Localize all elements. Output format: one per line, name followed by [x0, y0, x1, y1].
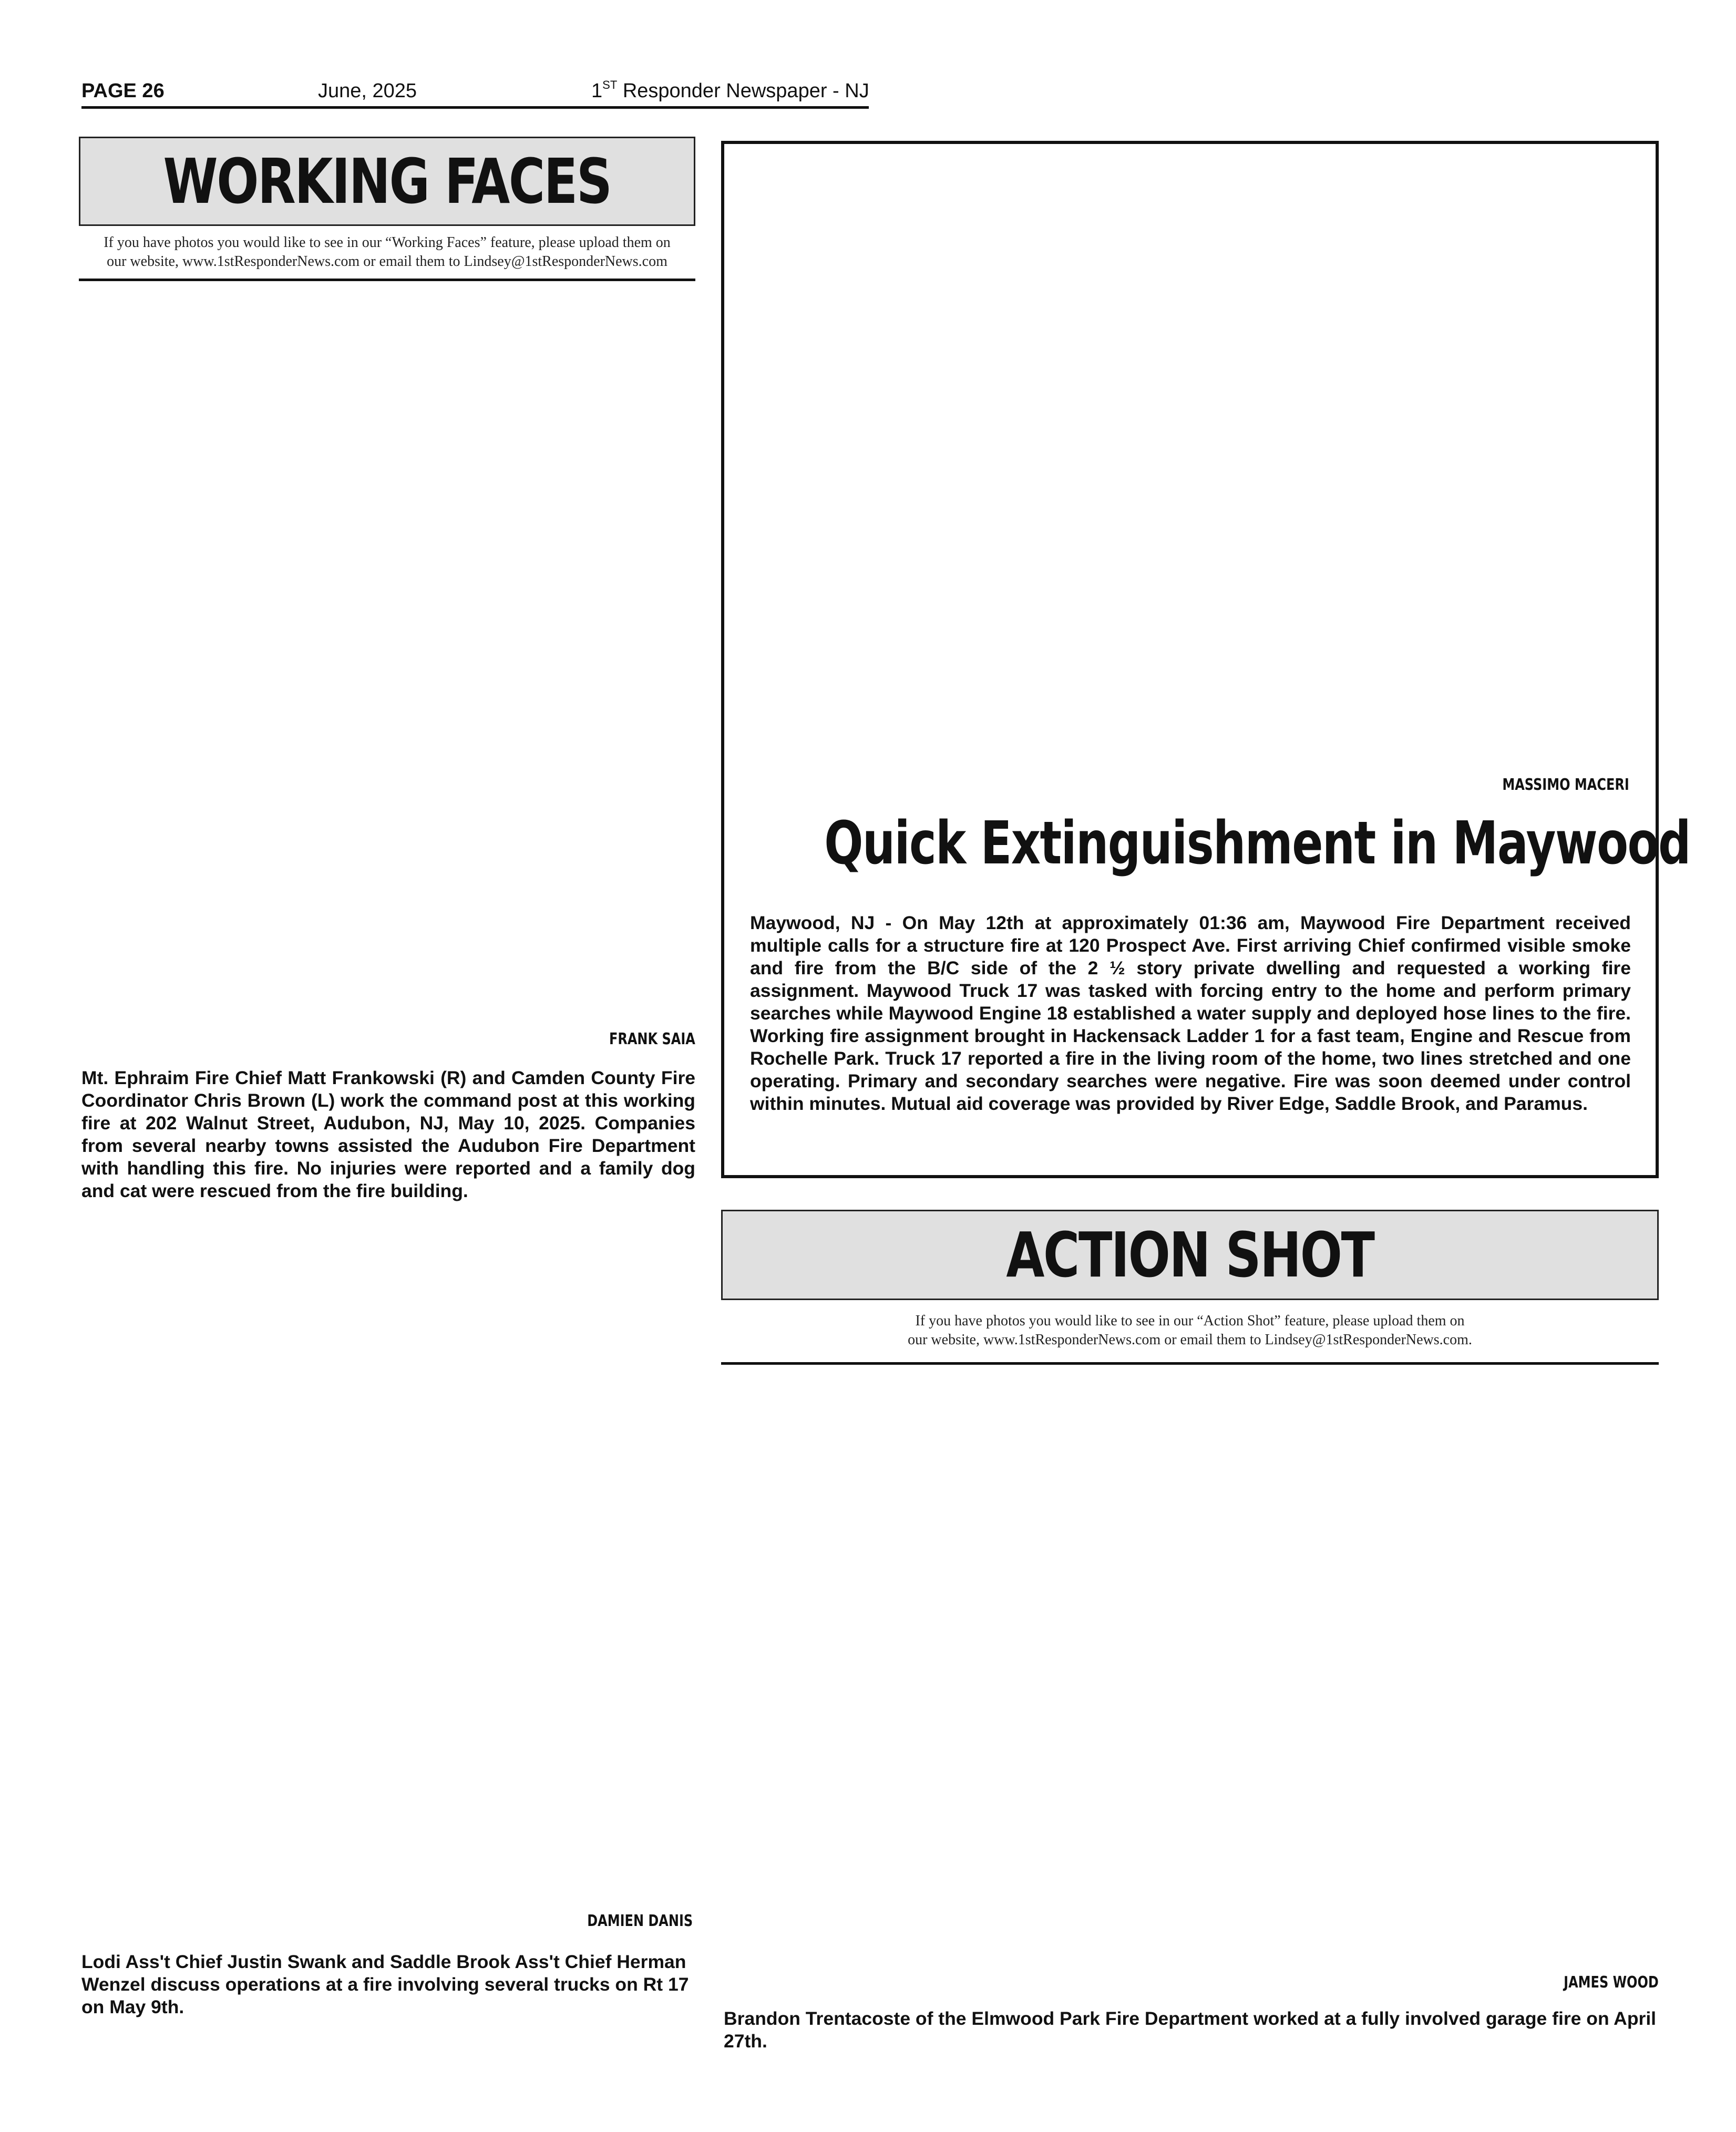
photo-credit-james-wood: JAMES WOOD [1564, 1973, 1659, 1992]
action-shot-photo [721, 1377, 1659, 1971]
story-photo [745, 165, 1690, 911]
issue-date: June, 2025 [318, 80, 417, 102]
newspaper-name [591, 79, 869, 103]
newspaper-name-superscript: ST [602, 78, 618, 91]
action-shot-notice [721, 1312, 1659, 1350]
working-faces-title-box [79, 137, 695, 226]
page-number: PAGE 26 [81, 80, 165, 102]
photo-credit-frank-saia: FRANK SAIA [609, 1030, 695, 1048]
action-shot-title: ACTION SHOT [1006, 1219, 1374, 1291]
photo-credit-massimo-maceri: MASSIMO MACERI [1502, 776, 1629, 794]
header-rule [81, 106, 869, 109]
working-faces-title: WORKING FACES [163, 145, 611, 218]
story-headline: Quick Extinguishment in Maywood [824, 809, 1690, 878]
working-faces-notice-line1: If you have photos you would like to see in our “Working Faces” feature, please upload them on [104, 234, 671, 251]
working-faces-photo-1 [79, 294, 695, 1019]
working-faces-notice [79, 233, 695, 271]
action-shot-caption: Brandon Trentacoste of the Elmwood Park Fire Department worked at a fully involved garage fire on April 27th. [724, 2008, 1657, 2052]
working-faces-notice-line2: our website, www.1stResponderNews.com or email them to Lindsey@1stResponderNews.com [107, 253, 667, 270]
action-shot-notice-line2: our website, www.1stResponderNews.com or email them to Lindsey@1stResponderNews.com. [908, 1332, 1472, 1348]
working-faces-rule [79, 279, 695, 281]
photo-credit-damien-danis: DAMIEN DANIS [587, 1912, 693, 1930]
action-shot-title-box [721, 1210, 1659, 1300]
story-body: Maywood, NJ - On May 12th at approximately 01:36 am, Maywood Fire Department received multiple calls for a structure fire at 120 Prospect Ave. First arriving Chief confirmed visible smoke and fire from the B/C side of the 2 ½ story private dwelling and requested a working fire assignment. Maywood Truck 17 was tasked with forcing entry to the home and perform primary searches while Maywood Engine 18 established a water supply and deployed hose lines to the fire. Working fire assignment brought in Hackensack Ladder 1 for a fast team, Engine and Rescue from Rochelle Park. Truck 17 reported a fire in the living room of the home, two lines stretched and one operating. Primary and secondary searches were negative. Fire was soon deemed under control within minutes. Mutual aid coverage was provided by River Edge, Saddle Brook, and Paramus. [750, 912, 1631, 1114]
newspaper-name-rest: Responder Newspaper - NJ [617, 80, 869, 102]
working-faces-caption-2: Lodi Ass't Chief Justin Swank and Saddle Brook Ass't Chief Herman Wenzel discuss operations at a fire involving several trucks on Rt 17 on May 9th. [81, 1951, 689, 2017]
action-shot-notice-line1: If you have photos you would like to see in our “Action Shot” feature, please upload them on [915, 1313, 1465, 1329]
newspaper-name-prefix: 1 [591, 80, 603, 102]
working-faces-caption-1: Mt. Ephraim Fire Chief Matt Frankowski (R) and Camden County Fire Coordinator Chris Brown (L) work the command post at this working fire at 202 Walnut Street, Audubon, NJ, May 10, 2025. Companies from several nearby towns assisted the Audubon Fire Department with handling this fire. No injuries were reported and a family dog and cat were rescued from the fire building. [81, 1067, 695, 1201]
working-faces-photo-2 [79, 1240, 695, 1902]
action-shot-rule [721, 1362, 1659, 1365]
